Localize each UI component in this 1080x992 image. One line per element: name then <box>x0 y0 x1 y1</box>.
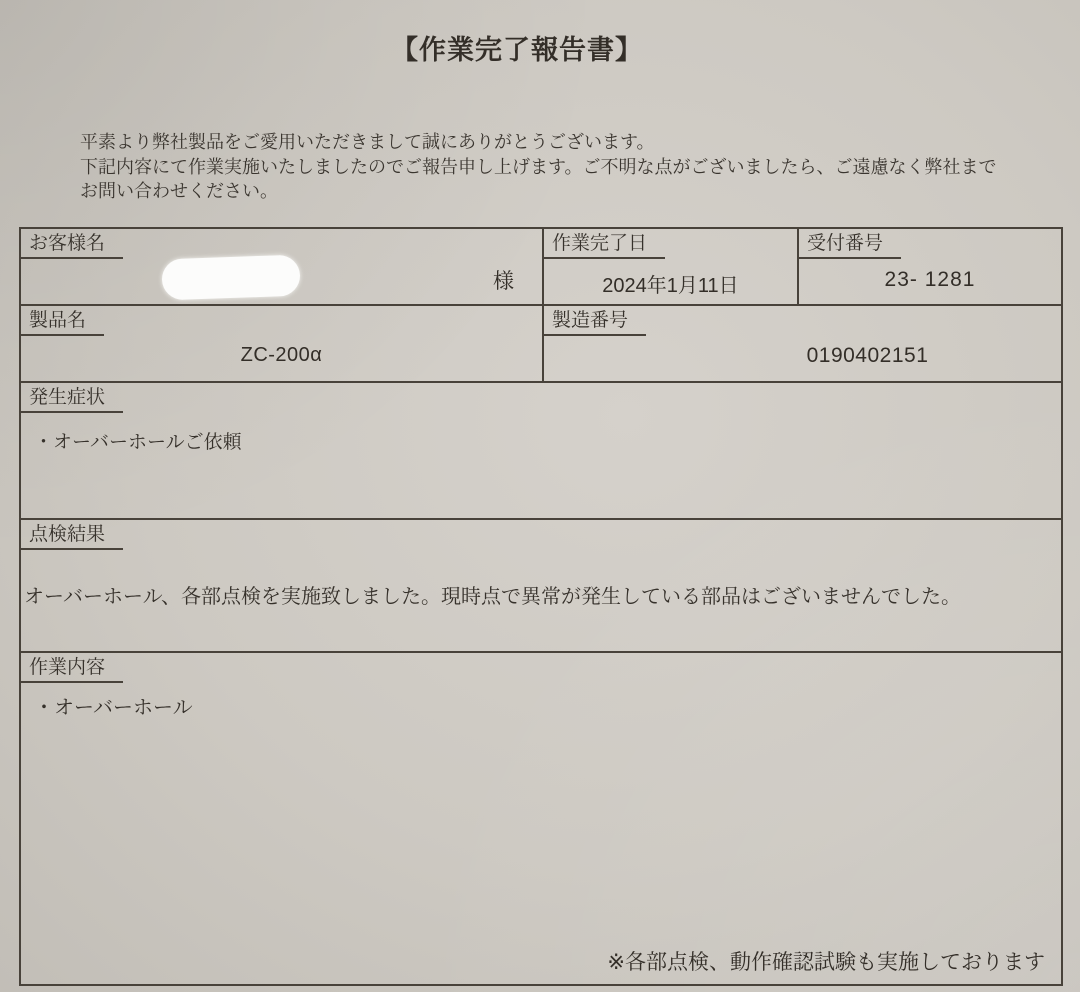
serial-number-value: 0190402151 <box>806 344 929 367</box>
symptom-cell <box>21 383 1061 518</box>
table-row <box>21 304 1061 381</box>
customer-name-label: お客様名 <box>21 229 123 259</box>
table-row <box>21 651 1061 984</box>
redaction-blob <box>161 255 300 301</box>
inspection-result-value: オーバーホール、各部点検を実施致しました。現時点で異常が発生している部品はございませんでした。 <box>24 586 961 608</box>
inspection-result-cell <box>21 520 1061 651</box>
intro-line-1: 平素より弊社製品をご愛用いただきまして誠にありがとうございます。 <box>80 132 655 152</box>
symptom-value: ・オーバーホールご依頼 <box>34 432 242 453</box>
reception-number-value: 23- 1281 <box>884 268 976 291</box>
serial-number-cell <box>542 306 1061 381</box>
product-name-value: ZC-200α <box>240 344 323 366</box>
work-content-cell <box>21 653 1061 984</box>
completion-date-label: 作業完了日 <box>544 229 665 259</box>
work-content-value: ・オーバーホール <box>34 697 193 719</box>
reception-number-label: 受付番号 <box>799 229 901 259</box>
table-row <box>21 381 1061 518</box>
customer-name-cell <box>21 229 542 304</box>
work-content-label: 作業内容 <box>21 653 123 683</box>
intro-paragraph <box>80 130 997 204</box>
table-row <box>21 229 1061 304</box>
product-name-cell <box>21 306 542 381</box>
customer-honorific: 様 <box>493 270 514 293</box>
table-row <box>21 518 1061 651</box>
inspection-result-label: 点検結果 <box>21 520 123 550</box>
reception-number-cell <box>797 229 1061 304</box>
product-name-label: 製品名 <box>21 306 104 336</box>
completion-date-value: 2024年1月11日 <box>602 275 739 297</box>
symptom-label: 発生症状 <box>21 383 123 413</box>
footer-note: ※各部点検、動作確認試験も実施しております <box>607 951 1045 974</box>
intro-line-3: お問い合わせください。 <box>80 181 278 201</box>
intro-line-2: 下記内容にて作業実施いたしましたのでご報告申し上げます。ご不明な点がございましたら、ご遠慮なく弊社まで <box>80 156 997 177</box>
completion-date-cell <box>542 229 797 304</box>
report-table <box>19 227 1063 986</box>
page-title: 【作業完了報告書】 <box>391 35 643 65</box>
serial-number-label: 製造番号 <box>544 306 646 336</box>
